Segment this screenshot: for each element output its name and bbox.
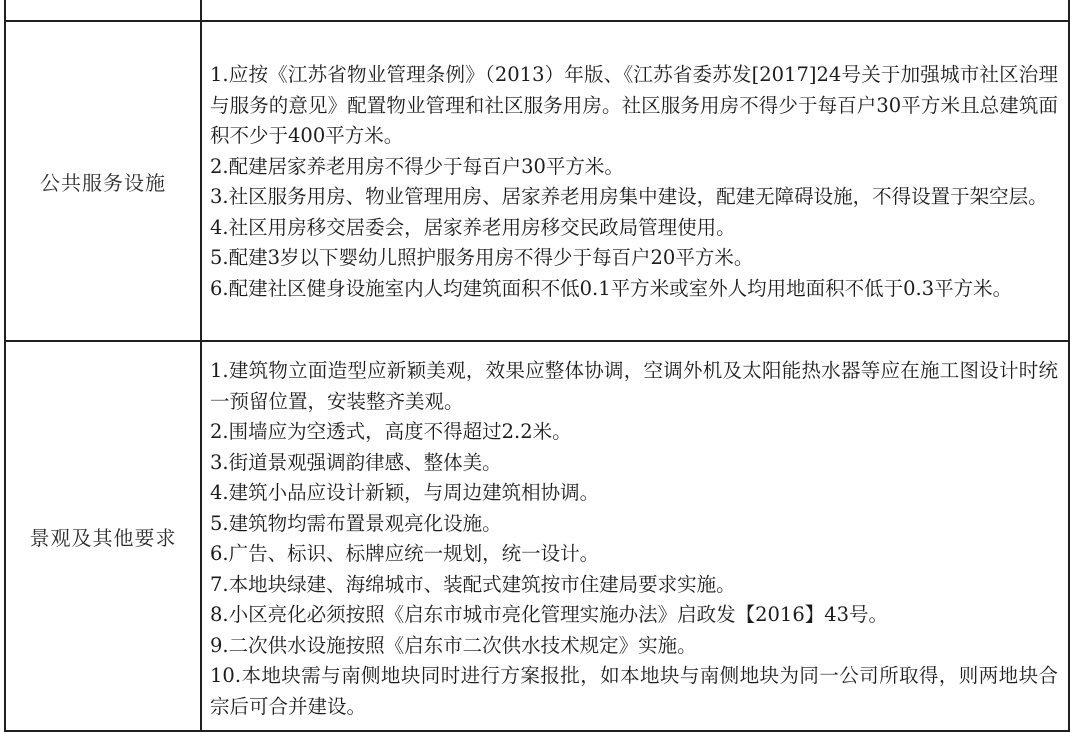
cut-off-body-cell [201,0,1069,21]
list-item: 4.社区用房移交居委会，居家养老用房移交民政局管理使用。 [210,215,736,239]
list-item: 1.应按《江苏省物业管理条例》（2013）年版、《江苏省委苏发[2017]24号关于加强城市社区治理与服务的意见》配置物业管理和社区服务用房。社区服务用房不得少于每百户30平方米且总建筑面积不少于400平方米。 [210,63,1058,147]
list-item: 1.建筑物立面造型应新颖美观，效果应整体协调，空调外机及太阳能热水器等应在施工图设计时统一预留位置，安装整齐美观。 [210,359,1058,413]
cut-off-label-cell [5,0,201,21]
row-body-public-facilities [201,21,1069,341]
list-item: 6.广告、标识、标牌应统一规划，统一设计。 [210,542,600,565]
public-facilities-list [210,58,1058,304]
row-body-landscape [201,341,1069,731]
row-label-public-facilities: 公共服务设施 [5,21,201,341]
list-item: 9.二次供水设施按照《启东市二次供水技术规定》实施。 [210,633,697,657]
list-item: 4.建筑小品应设计新颖，与周边建筑相协调。 [210,481,600,504]
planning-conditions-table [4,0,1070,732]
table-row-cut-off [5,0,1069,21]
landscape-requirements-list [210,350,1058,722]
list-item: 10.本地块需与南侧地块同时进行方案报批，如本地块与南侧地块为同一公司所取得，则两地块合宗后可合并建设。 [210,664,1058,718]
list-item: 5.建筑物均需布置景观亮化设施。 [210,511,502,535]
list-item: 5.配建3岁以下婴幼儿照护服务用房不得少于每百户20平方米。 [210,246,754,269]
table-row-landscape [5,341,1069,731]
list-item: 8.小区亮化必须按照《启东市城市亮化管理实施办法》启政发【2016】43号。 [210,603,889,626]
list-item: 6.配建社区健身设施室内人均建筑面积不低0.1平方米或室外人均用地面积不低于0.3平方米。 [210,276,1013,300]
row-label-landscape: 景观及其他要求 [5,341,201,731]
list-item: 2.配建居家养老用房不得少于每百户30平方米。 [210,154,624,178]
list-item: 7.本地块绿建、海绵城市、装配式建筑按市住建局要求实施。 [210,572,736,596]
table-row-public-facilities [5,21,1069,341]
list-item: 3.街道景观强调韵律感、整体美。 [210,450,502,474]
list-item: 2.围墙应为空透式，高度不得超过2.2米。 [210,420,572,443]
list-item: 3.社区服务用房、物业管理用房、居家养老用房集中建设，配建无障碍设施，不得设置于架空层。 [210,185,1048,208]
